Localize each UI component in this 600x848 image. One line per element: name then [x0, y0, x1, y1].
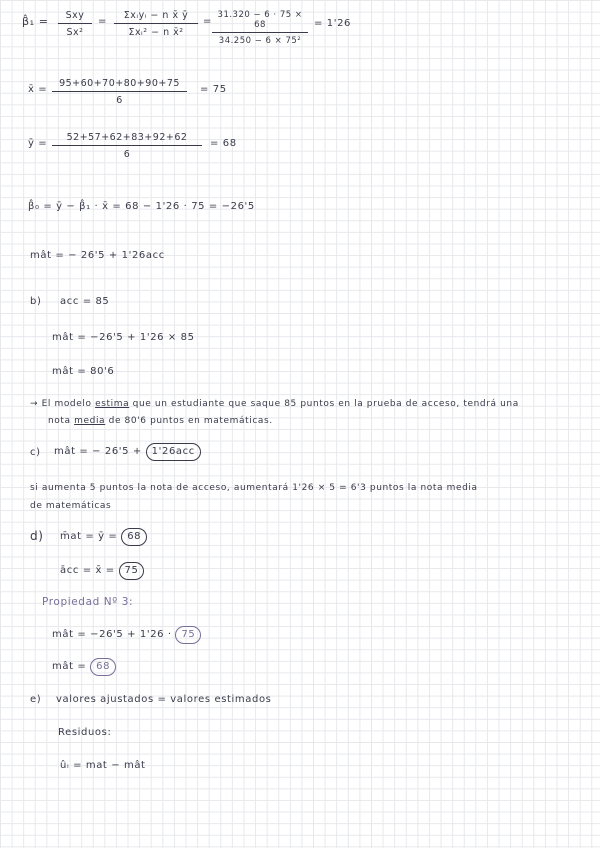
conclusion-prefix: → El modelo	[30, 399, 92, 409]
sxy-fraction	[58, 10, 92, 38]
part-c-label: c)	[30, 447, 41, 458]
part-d-eq4-circled: 68	[90, 658, 116, 676]
regression-equation: mât = − 26'5 + 1'26acc	[30, 250, 165, 261]
xbar-numerator: 95+60+70+80+90+75	[52, 78, 187, 92]
part-d-eq1-text: m̄at = ȳ =	[60, 531, 118, 542]
part-b-conclusion-line2	[48, 415, 273, 427]
part-c-equation	[54, 443, 201, 461]
part-e-label: e)	[30, 694, 42, 705]
part-d-eq3	[52, 626, 201, 644]
part-d-eq2	[60, 562, 144, 580]
part-b-label: b)	[30, 296, 42, 307]
part-c-line1: si aumenta 5 puntos la nota de acceso, aumentará 1'26 × 5 = 6'3 puntos la nota media	[30, 483, 478, 493]
conclusion-estima: estima	[95, 399, 130, 409]
part-d-eq3-circled: 75	[175, 626, 201, 644]
part-e-line2: Residuos:	[58, 727, 112, 738]
xbar-label: x̄ =	[28, 84, 48, 95]
sxy-denominator: Sx²	[66, 27, 84, 38]
part-d-eq2-circled: 75	[119, 562, 145, 580]
sum-numerator: Σxᵢyᵢ − n x̄ ȳ	[114, 10, 198, 24]
beta1-label: β̂₁ =	[22, 15, 49, 28]
part-b-line3: mât = 80'6	[52, 366, 115, 377]
part-d-label: d)	[30, 529, 44, 543]
ybar-label: ȳ =	[28, 138, 48, 149]
sum-denominator: Σxᵢ² − n x̄²	[128, 27, 184, 38]
part-c-circled-slope: 1'26acc	[146, 443, 201, 461]
beta0-equation: β̂₀ = ȳ − β̂₁ · x̄ = 68 − 1'26 · 75 = −26'5	[28, 201, 255, 212]
xbar-result: = 75	[200, 84, 227, 95]
conclusion2-media: media	[74, 416, 106, 426]
part-d-eq1	[60, 528, 147, 546]
ybar-result: = 68	[210, 138, 237, 149]
part-c-eq-text: mât = − 26'5 +	[54, 446, 142, 457]
part-c-line2: de matemáticas	[30, 501, 112, 511]
beta1-result: = 1'26	[314, 18, 351, 29]
numeric-fraction	[212, 10, 308, 46]
part-d-eq2-text: ācc = x̄ =	[60, 565, 115, 576]
numeric-numerator: 31.320 − 6 · 75 × 68	[212, 10, 308, 33]
ybar-numerator: 52+57+62+83+92+62	[52, 132, 202, 146]
part-d-eq3-text: mât = −26'5 + 1'26 ·	[52, 629, 172, 640]
ybar-denominator: 6	[123, 149, 131, 160]
equals-sign: =	[98, 16, 107, 27]
conclusion2-suffix: de 80'6 puntos en matemáticas.	[108, 416, 273, 426]
part-b-conclusion-line1	[30, 398, 519, 410]
xbar-fraction	[52, 78, 187, 106]
ybar-fraction	[52, 132, 202, 160]
equals-sign-2: =	[203, 16, 212, 27]
conclusion2-prefix: nota	[48, 416, 71, 426]
part-d-eq1-circled: 68	[121, 528, 147, 546]
xbar-denominator: 6	[116, 95, 123, 106]
sxy-numerator: Sxy	[58, 10, 92, 24]
property-heading: Propiedad Nº 3:	[42, 596, 134, 608]
part-d-eq4-text: mât =	[52, 661, 87, 672]
sum-fraction	[114, 10, 198, 38]
part-b-line2: mât = −26'5 + 1'26 × 85	[52, 332, 195, 343]
part-e-line1: valores ajustados = valores estimados	[56, 694, 272, 705]
part-b-line1: acc = 85	[60, 296, 110, 307]
part-e-line3: ûᵢ = mat − mât	[60, 760, 146, 771]
conclusion-middle: que un estudiante que saque 85 puntos en la prueba de acceso, tendrá una	[132, 399, 519, 409]
part-d-eq4	[52, 658, 116, 676]
numeric-denominator: 34.250 − 6 × 75²	[218, 36, 302, 46]
